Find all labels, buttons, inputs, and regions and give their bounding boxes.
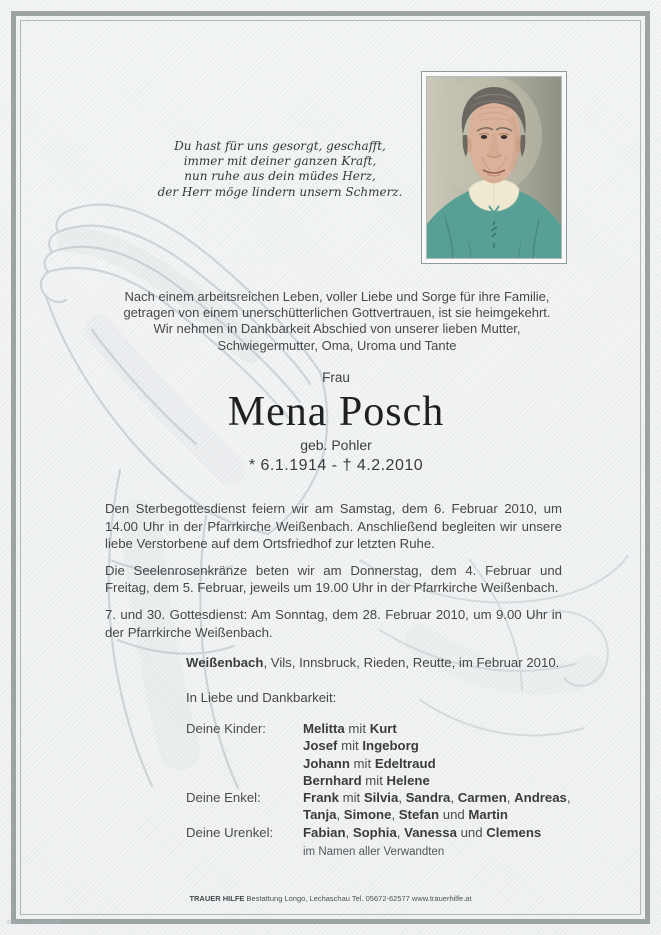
intro-line: getragen von einem unerschütterlichen Gottvertrauen, ist sie heimgekehrt. [123,305,551,321]
name-segment: Sophia [352,824,397,840]
name-segment: mit [361,772,387,788]
poem-line: immer mit deiner ganzen Kraft, [183,154,377,169]
location-line [186,655,559,670]
funeral-home-details: Bestattung Longo, Lechaschau Tel. 05672-62577 www.trauerhilfe.at [244,894,472,903]
name-segment: , [398,790,406,806]
name-segment: Clemens [486,824,542,840]
family-relation-label: Deine Kinder: [186,721,266,736]
name-segment: Bernhard [303,772,362,788]
intro-line: Schwiegermutter, Oma, Uroma und Tante [217,337,457,353]
name-segment: Tanja [303,807,337,823]
name-segment: Ingeborg [362,738,419,754]
name-segment: Fabian [303,824,346,840]
portrait-photo [426,76,562,259]
family-names-line [303,737,571,754]
intro-line: Wir nehmen in Dankbarkeit Abschied von unserer lieben Mutter, [153,321,521,337]
name-segment: , [506,790,515,806]
name-segment: Johann [303,755,350,771]
service-paragraph: Die Seelenrosenkränze beten wir am Donnerstag, dem 4. Februar und Freitag, dem 5. Februar, jeweils um 19.00 Uhr in der Pfarrkirche Weißenbach. [105,562,562,596]
name-segment: Stefan [398,807,440,823]
funeral-home-name: TRAUER HILFE [189,894,245,903]
service-paragraph: 7. und 30. Gottesdienst: Am Sonntag, dem 28. Februar 2010, um 9.00 Uhr in der Pfarrkirche Weißenbach. [105,606,562,640]
funeral-home-footer [30,894,631,903]
name-segment: , [566,790,571,806]
family-names-line [303,824,571,841]
name-segment: , [450,790,458,806]
family-relation-label: Deine Enkel: [186,790,261,806]
family-list [186,720,571,841]
name-segment: mit [337,738,363,754]
name-segment: Andreas [514,790,567,806]
family-names-line [303,720,571,737]
name-segment: Helene [386,772,430,788]
family-row [186,789,571,824]
name-segment: Martin [468,807,508,823]
intro-text [90,289,584,354]
portrait-photo-frame [421,71,567,264]
name-segment: Simone [343,807,392,823]
name-segment: Frank [303,790,339,806]
name-segment: mit [338,790,364,806]
closing-line: im Namen aller Verwandten [303,846,445,858]
name-segment: , [391,807,399,823]
name-segment: mit [349,755,375,771]
name-segment: und [439,807,469,823]
intro-line: Nach einem arbeitsreichen Leben, voller Liebe und Sorge für ihre Familie, [124,289,550,304]
name-segment: Sandra [405,790,451,806]
family-names [303,720,571,789]
name-segment: Josef [303,738,338,754]
portrait-image [427,77,561,258]
name-segment: mit [344,721,370,736]
family-row [186,824,571,841]
name-segment: , [336,807,344,823]
family-names [303,789,571,824]
family-row [186,720,571,789]
family-names-line [303,755,571,772]
family-names [303,824,571,841]
poem-line: der Herr möge lindern unsern Schmerz. [157,184,403,199]
name-segment: Melitta [303,721,345,736]
name-segment: Vanessa [404,824,457,840]
name-segment: Carmen [457,790,507,806]
name-segment: Edeltraud [374,755,436,771]
family-relation-label: Deine Urenkel: [186,824,274,840]
service-paragraphs [105,500,562,650]
family-names-line [303,806,571,823]
name-segment: Silvia [363,790,399,806]
family-names-line [303,789,571,806]
name-segment: und [456,824,487,840]
salutation: Frau [322,370,350,385]
deceased-name: Mena Posch [227,389,445,435]
family-names-line [303,772,571,789]
name-segment: , [396,824,405,840]
location-rest: , Vils, Innsbruck, Rieden, Reutte, im Februar 2010. [263,655,560,670]
name-segment: , [345,824,353,840]
service-paragraph: Den Sterbegottesdienst feiern wir am Samstag, dem 6. Februar 2010, um 14.00 Uhr in der Pfarrkirche Weißenbach. Anschließend begleiten wir unsere liebe Verstorbene auf dem Ortsfriedhof zur letzten Ruhe. [105,501,562,552]
poem-line: Du hast für uns gesorgt, geschafft, [174,139,386,153]
life-dates: * 6.1.1914 - † 4.2.2010 [248,457,424,474]
location-bold: Weißenbach [186,655,264,670]
poem-line: nun ruhe aus dein müdes Herz, [184,169,376,184]
gratitude-line: In Liebe und Dankbarkeit: [186,690,337,705]
name-segment: Kurt [369,721,397,736]
memorial-poem [140,139,420,200]
print-credit: © De.L. - Abschied M [7,920,61,926]
birth-name: geb. Pohler [300,437,372,453]
